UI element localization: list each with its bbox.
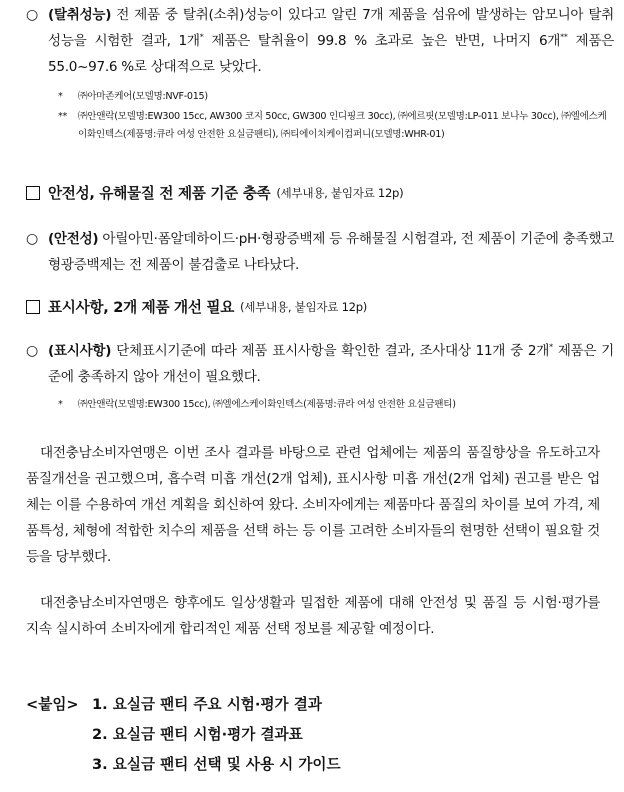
section-heading-safety xyxy=(26,182,403,203)
footnote-1 xyxy=(58,88,614,106)
footnote-text: ㈜안앤락(모델명:EW300 15cc, AW300 코지 50cc, GW300 인디핑크 30cc), ㈜에르핏(모델명:LP-011 보나누 30cc), ㈜엘에스케이화인텍스(제품명:큐라 여성 안전한 요실금팬티), ㈜티에이치케이컴퍼니(모델명:WHR-01) xyxy=(78,111,607,140)
bullet-text: 아릴아민·폼알데하이드·pH·형광증백제 등 유해물질 시험결과, 전 제품이 기준에 충족했고 형광증백제는 전 제품이 불검출로 나타났다. xyxy=(48,231,614,273)
bullet-title: (안전성) xyxy=(48,231,99,247)
footnote-ref: ** xyxy=(560,32,568,42)
attachment-item: 3. 요실금 팬티 선택 및 사용 시 가이드 xyxy=(92,756,341,773)
bullet-text: 단체표시기준에 따라 제품 표시사항을 확인한 결과, 조사대상 11개 중 2개 xyxy=(111,343,550,359)
bullet-text: 제품은 탈취율이 99.8 % 초과로 높은 반면, 나머지 6개 xyxy=(203,33,561,49)
footnote-3 xyxy=(58,396,614,414)
attachment-item: 2. 요실금 팬티 시험·평가 결과표 xyxy=(92,726,303,743)
footnote-ref: * xyxy=(549,342,553,352)
circle-bullet-icon: ○ xyxy=(26,7,39,23)
section-heading-labeling xyxy=(26,296,367,317)
footnote-2 xyxy=(58,108,614,144)
section-title: 안전성, 유해물질 전 제품 기준 충족 xyxy=(48,185,271,202)
bullet-text: 전 제품 중 탈취(소취)성능이 있다고 알린 7개 제품을 섬유에 발생하는 암모니아 탈취성능을 시험한 결과, 1개 xyxy=(48,7,614,49)
circle-bullet-icon: ○ xyxy=(26,343,39,359)
bullet-title: (탈취성능) xyxy=(48,7,112,23)
bullet-text: 제품은 기준에 충족하지 않아 개선이 필요했다. xyxy=(48,343,615,385)
section-detail: (세부내용, 붙임자료 12p) xyxy=(240,299,368,314)
footnote-ref: * xyxy=(199,32,204,42)
attachments-list xyxy=(26,690,341,780)
recommendation-paragraph: 대전충남소비자연맹은 이번 조사 결과를 바탕으로 관련 업체에는 제품의 품질향상을 유도하고자 품질개선을 권고했으며, 흡수력 미흡 개선(2개 업체), 표시사항 미흡 개선(2개 업체) 권고를 받은 업체는 이를 수용하여 개선 계획을 회신하여 왔다. 소비자에게는 제품마다 품질의 차이를 보여 가격, 제품특성, 체형에 적합한 치수의 제품을 선택 하는 등 이를 고려한 소비자들의 현명한 선택이 필요할 것 등을 당부했다. xyxy=(26,445,600,565)
circle-bullet-icon: ○ xyxy=(26,231,39,247)
footnote-text: ㈜아마존케어(모델명:NVF-015) xyxy=(78,91,208,102)
safety-bullet xyxy=(26,226,614,278)
checkbox-icon xyxy=(26,186,40,200)
footnote-mark: * xyxy=(58,91,63,102)
bullet-title: (표시사항) xyxy=(48,343,112,359)
attachments-label: <붙임> xyxy=(26,696,79,713)
section-title: 표시사항, 2개 제품 개선 필요 xyxy=(48,299,234,316)
deodorization-bullet xyxy=(26,2,614,80)
attachment-item: 1. 요실금 팬티 주요 시험·평가 결과 xyxy=(92,696,322,713)
bullet-text: 제품은 55.0~97.6 %로 상대적으로 낮았다. xyxy=(48,33,615,75)
footnote-text: ㈜안앤락(모델명:EW300 15cc), ㈜엘에스케이화인텍스(제품명:큐라 여성 안전한 요실금팬티) xyxy=(78,399,456,410)
checkbox-icon xyxy=(26,300,40,314)
footnote-mark: ** xyxy=(58,111,67,122)
footnote-mark: * xyxy=(58,399,63,410)
section-detail: (세부내용, 붙임자료 12p) xyxy=(276,185,404,200)
labeling-bullet xyxy=(26,338,614,390)
closing-paragraph: 대전충남소비자연맹은 향후에도 일상생활과 밀접한 제품에 대해 안전성 및 품질 등 시험·평가를 지속 실시하여 소비자에게 합리적인 제품 선택 정보를 제공할 예정이다. xyxy=(26,595,600,637)
